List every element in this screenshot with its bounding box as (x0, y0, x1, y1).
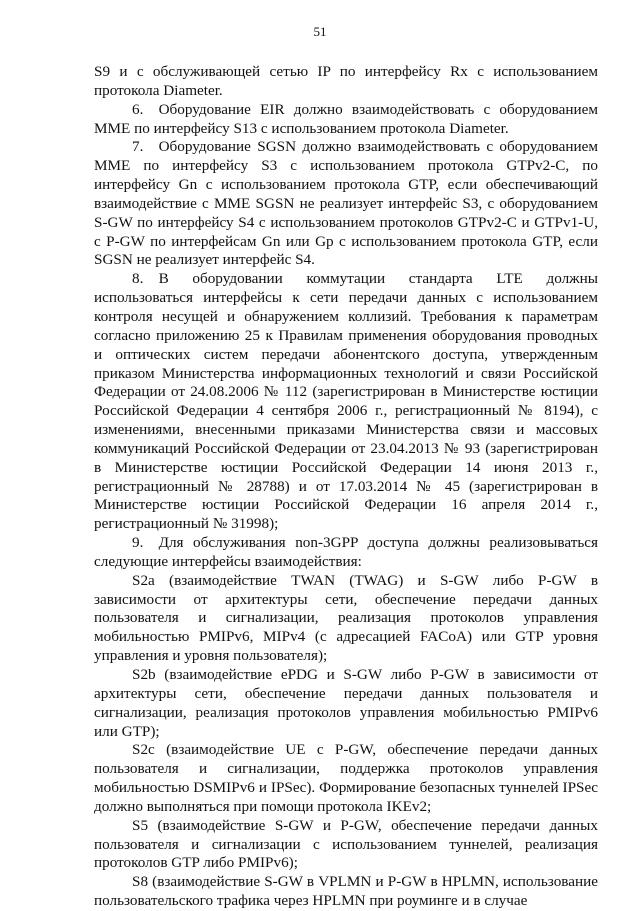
paragraph-interface-s2c: S2c (взаимодействие UE с P-GW, обеспечение передачи данных пользователя и сигнализации, поддержка протоколов управления мобильностью DSMIPv6 и IPSec). Формирование безопасных туннелей IPSec должно выполняться при помощи протокола IKEv2; (94, 741, 598, 815)
paragraph-item-6: 6. Оборудование EIR должно взаимодействовать с оборудованием MME по интерфейсу S13 с использованием протокола Diameter. (94, 100, 598, 137)
paragraph-interface-s5: S5 (взаимодействие S-GW и P-GW, обеспечение передачи данных пользователя и сигнализации с использованием туннелей, реализация протоколов GTP либо PMIPv6); (94, 816, 598, 872)
page-number: 51 (313, 24, 327, 39)
paragraph-interface-s8: S8 (взаимодействие S-GW в VPLMN и P-GW в HPLMN, использование пользовательского трафика через HPLMN при роуминге и в случае (94, 873, 598, 910)
document-body (94, 63, 598, 911)
paragraph-continuation: S9 и с обслуживающей сетью IP по интерфейсу Rx с использованием протокола Diameter. (94, 63, 598, 99)
paragraph-interface-s2a: S2a (взаимодействие TWAN (TWAG) и S-GW либо P-GW в зависимости от архитектуры сети, обеспечение передачи данных пользователя и сигнализации, реализация протоколов управления мобильностью PMIPv6, MIPv4 (с адресацией FACoA) или GTP уровня управления и уровня пользователя); (94, 571, 598, 665)
paragraph-item-7: 7. Оборудование SGSN должно взаимодействовать с оборудованием MME по интерфейсу S3 с использованием протокола GTPv2-C, по интерфейсу Gn с использованием протокола GTP, если обеспечивающий взаимодействие с MME SGSN не реализует интерфейс S3, с оборудованием S-GW по интерфейсу S4 с использованием протоколов GTPv2-C и GTPv1-U, с P-GW по интерфейсам Gn или Gp с использованием протокола GTP, если SGSN не реализует интерфейс S4. (94, 138, 598, 269)
paragraph-item-8: 8. В оборудовании коммутации стандарта LTE должны использоваться интерфейсы к сети передачи данных с использованием контроля несущей и обнаружением коллизий. Требования к параметрам согласно приложению 25 к Правилам применения оборудования проводных и оптических систем передачи абонентского доступа, утвержденным приказом Министерства информационных технологий и связи Российской Федерации от 24.08.2006 № 112 (зарегистрирован в Министерстве юстиции Российской Федерации 4 сентября 2006 г., регистрационный № 8194), с изменениями, внесенными приказами Министерства связи и массовых коммуникаций Российской Федерации от 23.04.2013 № 93 (зарегистрирован в Министерстве юстиции Российской Федерации 14 июня 2013 г., регистрационный № 28788) и от 17.03.2014 № 45 (зарегистрирован в Министерстве юстиции Российской Федерации 16 апреля 2014 г., регистрационный № 31998); (94, 270, 598, 533)
paragraph-interface-s2b: S2b (взаимодействие ePDG и S-GW либо P-GW в зависимости от архитектуры сети, обеспечение передачи данных пользователя и сигнализации, реализация протоколов управления мобильностью PMIPv6 или GTP); (94, 666, 598, 740)
paragraph-item-9: 9. Для обслуживания non-3GPP доступа должны реализовываться следующие интерфейсы взаимодействия: (94, 534, 598, 570)
